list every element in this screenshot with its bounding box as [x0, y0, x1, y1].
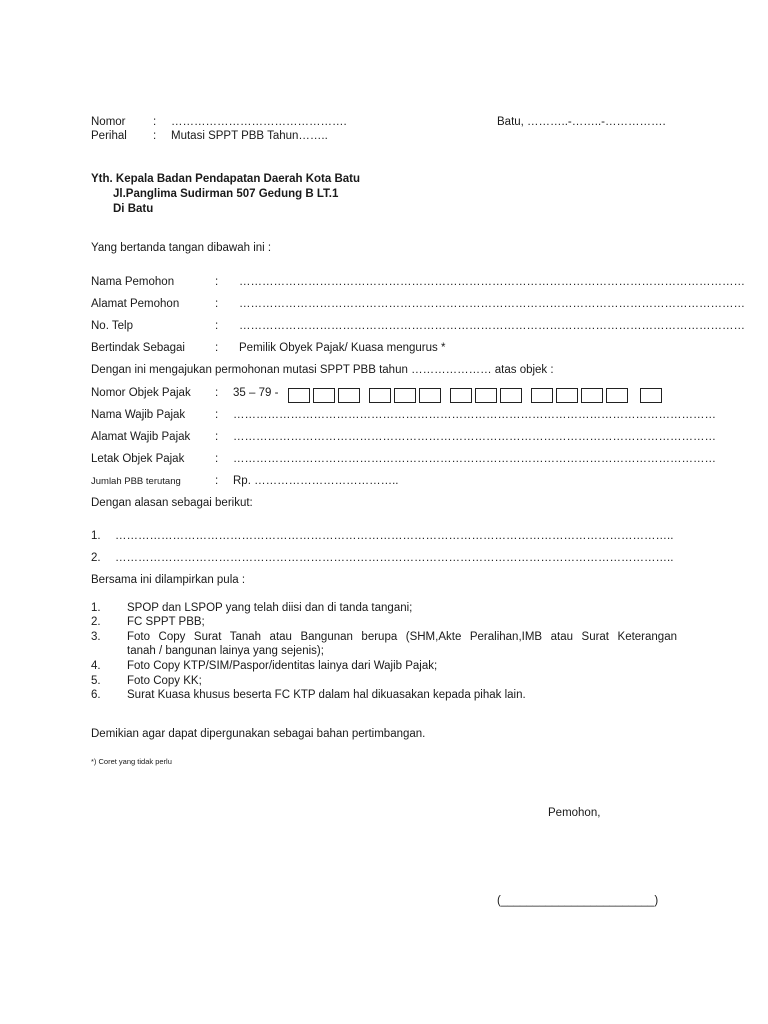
signature-label: Pemohon, [548, 807, 601, 819]
attachment-number: 4. [91, 660, 101, 672]
perihal-colon: : [153, 130, 157, 142]
nop-digit-box [640, 388, 662, 403]
attachment-text-cont: tanah / bangunan lainya yang sejenis); [127, 645, 324, 657]
addressee-line3: Di Batu [113, 203, 154, 215]
intro-text: Yang bertanda tangan dibawah ini : [91, 242, 272, 254]
signature-line: (________________________) [497, 895, 659, 907]
nop-digit-box [419, 388, 441, 403]
alamat-wp-label: Alamat Wajib Pajak [91, 431, 191, 443]
reason-number: 2. [91, 552, 101, 564]
nop-digit-box [500, 388, 522, 403]
nomor-value: ………………………………………. [171, 116, 347, 128]
nop-digit-box [556, 388, 578, 403]
attachment-number: 6. [91, 689, 101, 701]
letak-label: Letak Objek Pajak [91, 453, 185, 465]
attachment-text: FC SPPT PBB; [127, 616, 205, 628]
closing-text: Demikian agar dapat dipergunakan sebagai bahan pertimbangan. [91, 728, 426, 740]
nop-digit-box [531, 388, 553, 403]
perihal-value: Mutasi SPPT PBB Tahun…….. [171, 130, 328, 142]
field-label: Alamat Pemohon [91, 298, 180, 310]
nop-digit-box [338, 388, 360, 403]
attachment-text: Foto Copy KK; [127, 675, 202, 687]
attachment-number: 3. [91, 631, 101, 643]
jumlah-colon: : [215, 475, 219, 487]
nop-prefix: 35 – 79 - [233, 387, 279, 399]
nama-wp-value: ……………………………………………………………………………………………………………… [233, 409, 716, 421]
nama-wp-label: Nama Wajib Pajak [91, 409, 186, 421]
perihal-label: Perihal [91, 130, 127, 142]
field-colon: : [215, 320, 219, 332]
field-value: …………………………………………………………………………………………………………………… [239, 276, 745, 288]
nop-digit-box [288, 388, 310, 403]
attachment-text: Foto Copy KTP/SIM/Paspor/identitas lainya dari Wajib Pajak; [127, 660, 438, 672]
reason-text: ……………………………………………………………………………………………………………………………….. [115, 552, 674, 564]
letak-colon: : [215, 453, 219, 465]
attachment-text: Foto Copy Surat Tanah atau Bangunan berupa (SHM,Akte Peralihan,IMB atau Surat Keterangan [127, 631, 677, 643]
field-label: Bertindak Sebagai [91, 342, 185, 354]
nop-digit-box [394, 388, 416, 403]
addressee-line2: Jl.Panglima Sudirman 507 Gedung B LT.1 [113, 188, 339, 200]
nama-wp-colon: : [215, 409, 219, 421]
attachment-number: 2. [91, 616, 101, 628]
field-value: …………………………………………………………………………………………………………………… [239, 320, 745, 332]
nop-digit-box [450, 388, 472, 403]
nomor-label: Nomor [91, 116, 126, 128]
alamat-wp-colon: : [215, 431, 219, 443]
field-colon: : [215, 342, 219, 354]
place-date: Batu, ………..-……..-……………. [497, 116, 666, 128]
letak-value: ……………………………………………………………………………………………………………… [233, 453, 716, 465]
jumlah-value: Rp. ……………………………….. [233, 475, 399, 487]
nop-digit-box [369, 388, 391, 403]
nop-digit-box [313, 388, 335, 403]
nop-colon: : [215, 387, 219, 399]
reason-number: 1. [91, 530, 101, 542]
footnote: *) Coret yang tidak perlu [91, 757, 172, 766]
attachment-number: 1. [91, 602, 101, 614]
field-colon: : [215, 276, 219, 288]
jumlah-label: Jumlah PBB terutang [91, 476, 181, 487]
reason-text: ……………………………………………………………………………………………………………………………….. [115, 530, 674, 542]
field-value: …………………………………………………………………………………………………………………… [239, 298, 745, 310]
alamat-wp-value: ……………………………………………………………………………………………………………… [233, 431, 716, 443]
nomor-colon: : [153, 116, 157, 128]
field-label: Nama Pemohon [91, 276, 175, 288]
request-sentence: Dengan ini mengajukan permohonan mutasi SPPT PBB tahun ………………… atas objek : [91, 364, 554, 376]
attachment-number: 5. [91, 675, 101, 687]
attachment-text: Surat Kuasa khusus beserta FC KTP dalam hal dikuasakan kepada pihak lain. [127, 689, 526, 701]
addressee-line1: Yth. Kepala Badan Pendapatan Daerah Kota Batu [91, 173, 361, 185]
field-label: No. Telp [91, 320, 133, 332]
nop-digit-box [475, 388, 497, 403]
field-value: Pemilik Obyek Pajak/ Kuasa mengurus * [239, 342, 446, 354]
nop-digit-box [606, 388, 628, 403]
attachments-title: Bersama ini dilampirkan pula : [91, 574, 246, 586]
attachment-text: SPOP dan LSPOP yang telah diisi dan di tanda tangani; [127, 602, 413, 614]
nop-digit-box [581, 388, 603, 403]
nop-label: Nomor Objek Pajak [91, 387, 191, 399]
reasons-title: Dengan alasan sebagai berikut: [91, 497, 253, 509]
field-colon: : [215, 298, 219, 310]
